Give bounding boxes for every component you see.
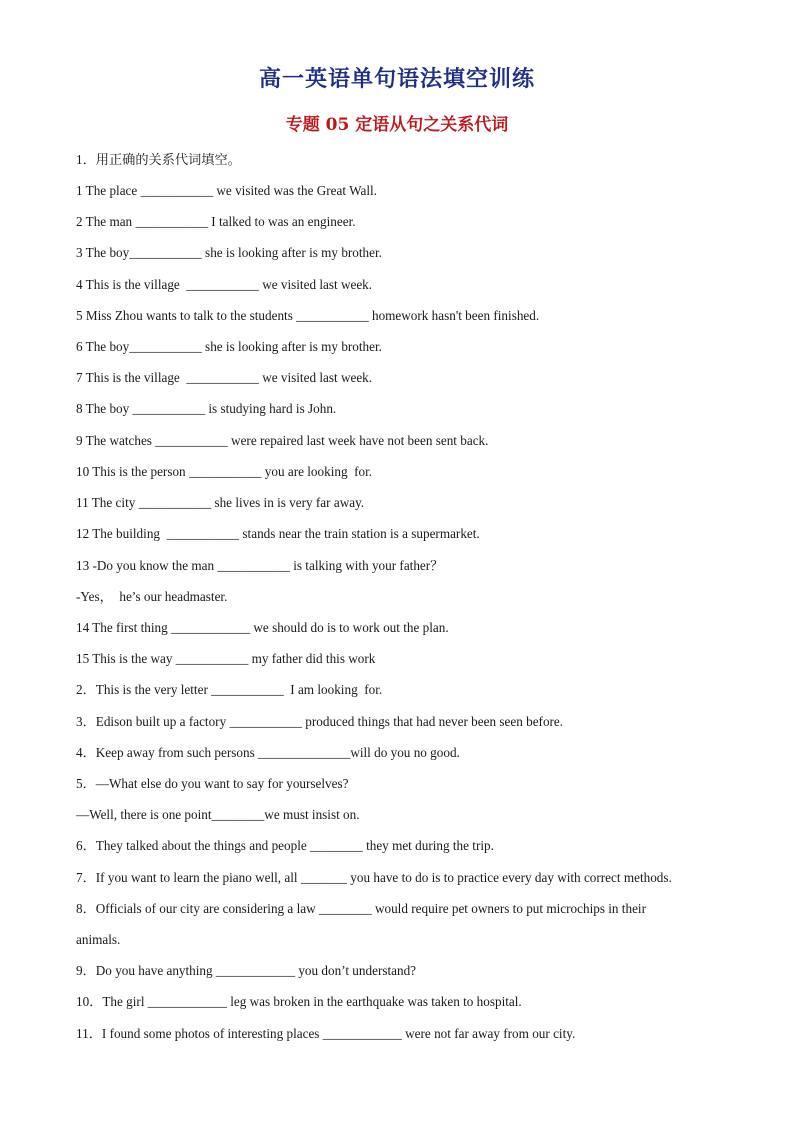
- exercise-line: 6．They talked about the things and people ________ they met during the trip.: [76, 838, 494, 853]
- exercise-line: 2 The man ___________ I talked to was an engineer.: [76, 214, 356, 229]
- exercise-line: 7．If you want to learn the piano well, all _______ you have to do is to practice every day with correct methods.: [76, 870, 672, 885]
- exercise-line: 5．—What else do you want to say for yourselves?: [76, 776, 349, 791]
- exercise-line: 5 Miss Zhou wants to talk to the students ___________ homework hasn't been finished.: [76, 308, 540, 323]
- exercise-line: 13 -Do you know the man ___________ is talking with your father？: [76, 558, 444, 573]
- exercise-line: -Yes， he’s our headmaster.: [76, 589, 228, 604]
- section-instruction: 1．用正确的关系代词填空。: [76, 152, 241, 167]
- exercise-line: 8 The boy ___________ is studying hard is John.: [76, 401, 337, 416]
- exercise-line: —Well, there is one point________we must insist on.: [76, 807, 360, 822]
- exercise-line: 10．The girl ____________ leg was broken in the earthquake was taken to hospital.: [76, 994, 522, 1009]
- exercise-line: 10 This is the person ___________ you are looking for.: [76, 464, 373, 479]
- exercise-line: 3 The boy___________ she is looking after is my brother.: [76, 245, 382, 260]
- exercise-line: 1 The place ___________ we visited was the Great Wall.: [76, 183, 377, 198]
- exercise-line: 9．Do you have anything ____________ you don’t understand?: [76, 963, 417, 978]
- exercise-line: 4 This is the village ___________ we visited last week.: [76, 277, 373, 292]
- exercise-line: 6 The boy___________ she is looking after is my brother.: [76, 339, 382, 354]
- page-title: 高一英语单句语法填空训练: [258, 66, 535, 92]
- exercise-line: 12 The building ___________ stands near the train station is a supermarket.: [76, 526, 480, 541]
- exercise-line: 11．I found some photos of interesting places ____________ were not far away from our city.: [76, 1026, 576, 1041]
- exercise-line: 2．This is the very letter ___________ I am looking for.: [76, 682, 383, 697]
- exercise-line: 7 This is the village ___________ we visited last week.: [76, 370, 373, 385]
- exercise-line: 15 This is the way ___________ my father did this work: [76, 651, 376, 666]
- exercise-line: 14 The first thing ____________ we should do is to work out the plan.: [76, 620, 449, 635]
- page-subtitle: 专题 05 定语从句之关系代词: [285, 115, 509, 135]
- exercise-line: 8．Officials of our city are considering a law ________ would require pet owners to put microchips in their: [76, 901, 646, 916]
- exercise-line: 11 The city ___________ she lives in is very far away.: [76, 495, 365, 510]
- exercise-line: 4．Keep away from such persons ______________will do you no good.: [76, 745, 460, 760]
- exercise-line: 9 The watches ___________ were repaired last week have not been sent back.: [76, 433, 489, 448]
- exercise-line: 3．Edison built up a factory ___________ produced things that had never been seen before.: [76, 714, 564, 729]
- exercise-line: animals.: [76, 932, 121, 947]
